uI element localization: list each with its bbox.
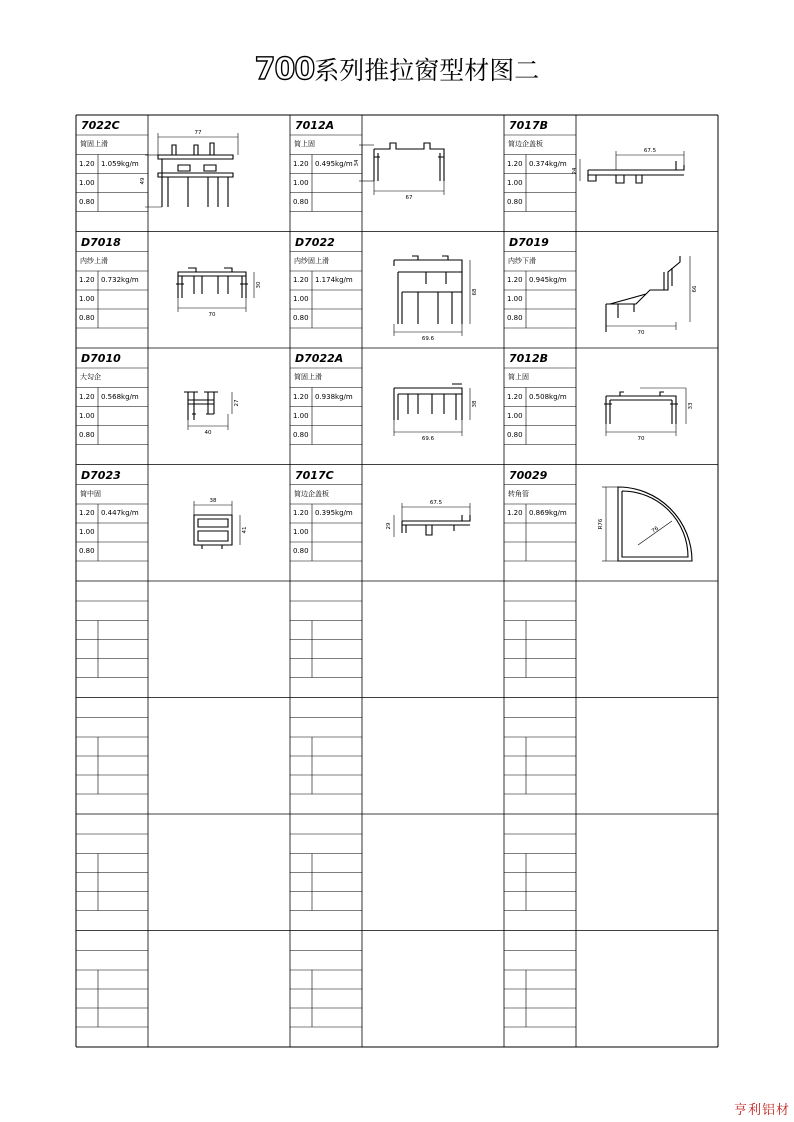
dimension-label: 33 (688, 402, 694, 410)
gauge-value: 0.80 (507, 430, 523, 439)
dimension-label: 49 (140, 177, 146, 185)
unit-weight: 1.059kg/m (101, 159, 139, 168)
gauge-value: 0.80 (79, 430, 95, 439)
gauge-value: 1.20 (293, 159, 309, 168)
gauge-value: 1.00 (79, 528, 95, 536)
gauge-value: 1.00 (507, 178, 523, 187)
dimension-label: 24 (572, 167, 578, 175)
gauge-value: 0.80 (507, 314, 523, 322)
profile-section-drawing (140, 115, 290, 231)
unit-weight: 0.495kg/m (315, 159, 353, 168)
gauge-value: 0.80 (293, 547, 309, 555)
profile-section-drawing (362, 348, 504, 464)
gauge-value: 1.00 (79, 295, 95, 303)
profile-code: 7022C (81, 119, 120, 132)
dimension-label: 66 (692, 285, 698, 292)
dimension-label: 27 (234, 399, 240, 407)
gauge-value: 1.20 (79, 159, 95, 168)
gauge-value: 1.20 (507, 392, 523, 401)
profile-section-drawing (572, 115, 718, 231)
profile-name: 简中固 (80, 489, 101, 498)
gauge-value: 1.00 (79, 411, 95, 420)
profile-name: 简固上滑 (294, 373, 322, 381)
gauge-value: 0.80 (293, 430, 309, 439)
profile-name: 简边企盖板 (508, 140, 543, 148)
brand-signature: 亨利铝材 (734, 1103, 791, 1118)
dimension-label: 67.5 (643, 148, 657, 154)
profile-name: 大勾企 (80, 373, 101, 381)
gauge-value: 1.20 (293, 509, 309, 517)
gauge-value: 1.20 (79, 276, 95, 284)
profile-name: 简固上滑 (80, 140, 108, 148)
profile-section-drawing (576, 232, 718, 348)
series-title: 系列推拉窗型材图二 (314, 56, 540, 85)
profile-code: 70029 (509, 468, 548, 482)
profile-code: 7012A (295, 119, 335, 132)
page-title (0, 52, 794, 89)
profile-name: 简上固 (294, 140, 315, 148)
unit-weight: 0.568kg/m (101, 392, 139, 401)
dimension-label: 38 (209, 497, 217, 504)
unit-weight: 0.945kg/m (529, 276, 567, 284)
gauge-value: 0.80 (507, 197, 523, 206)
gauge-value: 1.20 (293, 392, 309, 401)
unit-weight: 0.447kg/m (101, 509, 139, 517)
profile-section-drawing (148, 465, 290, 581)
gauge-value: 1.20 (507, 276, 523, 284)
gauge-value: 1.00 (507, 295, 523, 303)
gauge-value: 1.00 (293, 295, 309, 303)
profile-code: 7017B (509, 119, 548, 132)
dimension-label: 70 (637, 329, 645, 336)
dimension-label: 76 (650, 525, 661, 535)
profile-name: 内纱固上滑 (294, 256, 329, 265)
profile-code: D7022 (295, 235, 335, 249)
unit-weight: 1.174kg/m (315, 276, 353, 284)
gauge-value: 1.20 (79, 509, 95, 517)
gauge-value: 1.20 (507, 159, 523, 168)
dimension-label: 40 (204, 430, 212, 436)
profile-code: D7022A (295, 352, 344, 365)
gauge-value: 1.00 (293, 178, 309, 187)
profile-code: D7010 (81, 352, 121, 365)
dimension-label: 69.6 (421, 436, 435, 442)
gauge-value: 0.80 (79, 197, 95, 206)
gauge-value: 1.00 (293, 411, 309, 420)
dimension-label: 38 (472, 400, 478, 408)
unit-weight: 0.508kg/m (529, 392, 567, 401)
unit-weight: 0.395kg/m (315, 509, 353, 517)
profile-section-drawing (354, 115, 504, 231)
unit-weight: 0.374kg/m (529, 159, 567, 168)
dimension-label: 67.5 (429, 499, 443, 506)
profile-section-drawing (362, 232, 504, 348)
gauge-value: 0.80 (293, 314, 309, 322)
dimension-label: 70 (208, 311, 216, 318)
profile-name: 内纱上滑 (80, 256, 108, 265)
dimension-label: R76 (598, 518, 604, 529)
profile-name: 转角管 (508, 489, 529, 498)
profile-section-drawing (576, 348, 718, 464)
profile-name: 简边企盖板 (294, 489, 329, 498)
dimension-label: 67 (405, 195, 413, 201)
profile-section-drawing (362, 465, 504, 581)
gauge-value: 1.00 (293, 528, 309, 536)
profile-section-drawing (148, 232, 290, 348)
profile-section-drawing (148, 348, 290, 464)
profile-code: D7019 (509, 235, 549, 249)
dimension-label: 69.6 (421, 335, 435, 342)
gauge-value: 1.20 (293, 276, 309, 284)
dimension-label: 34 (354, 159, 360, 167)
unit-weight: 0.938kg/m (315, 392, 353, 401)
gauge-value: 1.20 (507, 509, 523, 517)
gauge-value: 1.00 (79, 178, 95, 187)
gauge-value: 1.20 (79, 392, 95, 401)
gauge-value: 0.80 (79, 547, 95, 555)
dimension-label: 30 (256, 281, 262, 288)
profile-name: 简上固 (508, 373, 529, 381)
profile-code: D7023 (81, 468, 121, 482)
gauge-value: 1.00 (507, 411, 523, 420)
dimension-label: 41 (242, 526, 248, 533)
gauge-value: 0.80 (79, 314, 95, 322)
unit-weight: 0.869kg/m (529, 509, 567, 517)
series-number: 700 (254, 52, 315, 87)
dimension-label: 70 (637, 436, 645, 442)
profile-code: 7012B (509, 352, 548, 365)
profile-section-drawing (576, 465, 718, 581)
profile-code: D7018 (81, 235, 121, 249)
profile-name: 内纱下滑 (508, 256, 536, 265)
unit-weight: 0.732kg/m (101, 276, 139, 284)
profile-code: 7017C (295, 468, 334, 482)
dimension-label: 29 (386, 522, 392, 529)
dimension-label: 68 (472, 288, 478, 295)
dimension-label: 77 (194, 130, 202, 136)
gauge-value: 0.80 (293, 197, 309, 206)
